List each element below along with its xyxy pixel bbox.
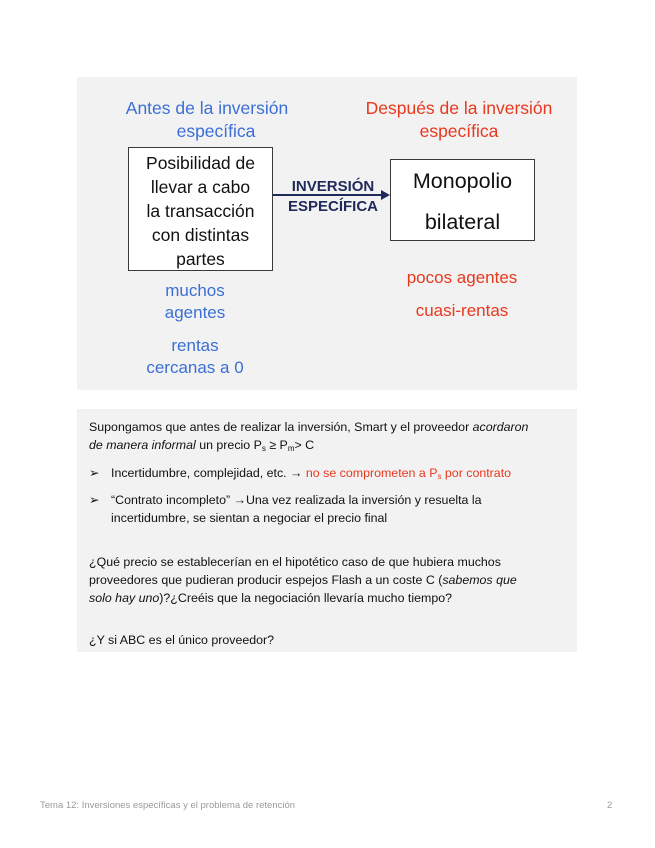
before-rents-line: rentas: [171, 336, 219, 355]
question-italic: solo hay uno: [89, 591, 160, 605]
after-box-line: bilateral: [424, 210, 501, 234]
intro-italic: de manera informal: [89, 438, 196, 452]
arrow-label: [273, 177, 393, 217]
page-number: 2: [607, 800, 613, 811]
bullet-red-text: por contrato: [441, 466, 512, 480]
question-line: ¿Qué precio se establecerían en el hipotético caso de que hubiera muchos: [89, 555, 501, 569]
before-box-line: partes: [176, 249, 225, 269]
notes-panel: [77, 409, 577, 652]
price-subscript: s: [437, 472, 442, 481]
question-single-supplier: ¿Y si ABC es el único proveedor?: [89, 633, 275, 647]
bullet-arrow-icon: ➢: [89, 466, 100, 480]
question-text: )?¿Creéis que la negociación llevaría mucho tiempo?: [159, 591, 452, 605]
before-box-line: Posibilidad de: [146, 153, 255, 173]
before-agents-tag: [135, 280, 255, 324]
before-box: [128, 147, 273, 271]
after-agents-tag: pocos agentes: [406, 268, 518, 287]
arrow-label-line: INVERSIÓN: [291, 178, 375, 195]
after-title-line: específica: [419, 121, 499, 141]
intro-paragraph: [89, 418, 575, 454]
intro-text: un precio P: [195, 438, 262, 452]
before-title: [107, 97, 307, 143]
bullet-text-line: incertidumbre, se sientan a negociar el precio final: [111, 511, 388, 525]
after-box: [390, 159, 535, 241]
slide-diagram: [77, 77, 577, 390]
before-box-line: la transacción: [146, 201, 255, 221]
bullet-text: [111, 464, 575, 482]
bullet-arrow-icon: ➢: [89, 493, 100, 507]
before-box-line: con distintas: [151, 225, 250, 245]
before-title-line: Antes de la inversión: [125, 98, 289, 118]
price-subscript: m: [287, 444, 295, 453]
bullet-uncertainty: [89, 464, 575, 482]
arrow-label-line: ESPECÍFICA: [287, 198, 378, 215]
before-agents-line: agentes: [164, 303, 226, 322]
bullet-text: [111, 491, 575, 527]
before-box-line: llevar a cabo: [150, 177, 251, 197]
price-subscript: s: [261, 444, 266, 453]
after-box-line: Monopolio: [412, 169, 513, 193]
after-rents-tag: cuasi-rentas: [415, 301, 509, 320]
question-text: proveedores que pudieran producir espejos Flash a un coste C (: [89, 573, 443, 587]
before-rents-tag: [130, 335, 260, 379]
bullet-text-part: Incertidumbre, complejidad, etc. →: [111, 466, 306, 480]
footer-title: Tema 12: Inversiones específicas y el problema de retención: [40, 800, 296, 811]
intro-text: Supongamos que antes de realizar la inversión, Smart y el proveedor: [89, 420, 473, 434]
intro-text: > C: [294, 438, 315, 452]
intro-text: ≥ P: [265, 438, 288, 452]
intro-italic: acordaron: [472, 420, 529, 434]
bullet-red-text: no se comprometen a P: [305, 466, 438, 480]
after-title-line: Después de la inversión: [365, 98, 553, 118]
question-italic: sabemos que: [442, 573, 517, 587]
bullet-incomplete-contract: [89, 491, 575, 527]
before-title-line: específica: [176, 121, 256, 141]
before-rents-line: cercanas a 0: [146, 358, 244, 377]
bullet-text-line: “Contrato incompleto” →Una vez realizada la inversión y resuelta la: [111, 493, 482, 507]
before-agents-line: muchos: [165, 281, 225, 300]
after-title: [349, 97, 569, 143]
question-many-suppliers: [89, 553, 575, 607]
